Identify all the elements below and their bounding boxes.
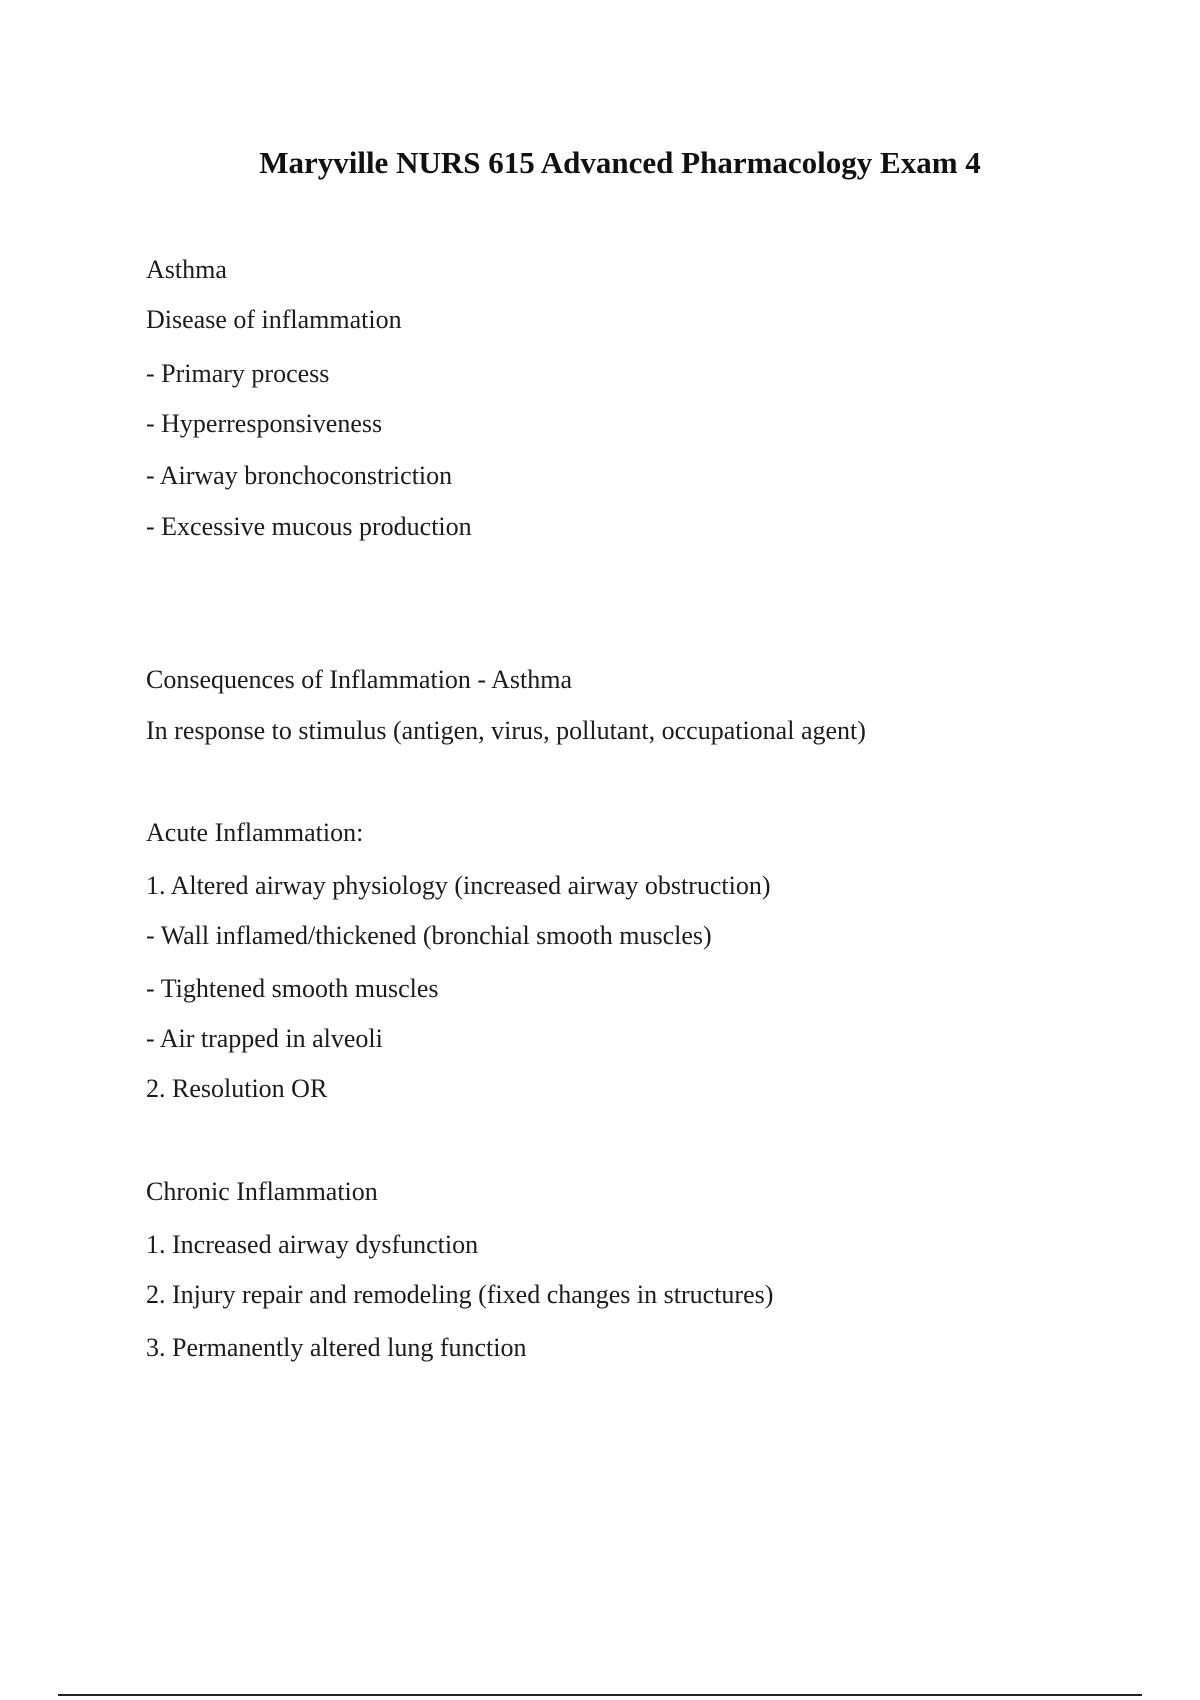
bullet-line: - Wall inflamed/thickened (bronchial smooth muscles): [146, 921, 712, 950]
bullet-line: - Excessive mucous production: [146, 512, 472, 541]
numbered-line: 1. Altered airway physiology (increased airway obstruction): [146, 871, 771, 900]
document-title: Maryville NURS 615 Advanced Pharmacology Exam 4: [259, 145, 981, 180]
section-heading-chronic: Chronic Inflammation: [146, 1177, 378, 1206]
bullet-line: - Primary process: [146, 359, 330, 388]
section-heading-acute: Acute Inflammation:: [146, 818, 364, 847]
numbered-line: 2. Resolution OR: [146, 1074, 328, 1103]
section-heading-consequences: Consequences of Inflammation - Asthma: [146, 665, 573, 694]
text-line: Disease of inflammation: [146, 305, 402, 334]
bullet-line: - Airway bronchoconstriction: [146, 461, 453, 490]
numbered-line: 1. Increased airway dysfunction: [146, 1230, 479, 1259]
footer-divider: [58, 1694, 1142, 1696]
numbered-line: 3. Permanently altered lung function: [146, 1333, 527, 1362]
text-line: In response to stimulus (antigen, virus, pollutant, occupational agent): [146, 716, 866, 745]
numbered-line: 2. Injury repair and remodeling (fixed changes in structures): [146, 1280, 774, 1309]
section-heading-asthma: Asthma: [146, 255, 227, 284]
bullet-line: - Tightened smooth muscles: [146, 974, 439, 1003]
bullet-line: - Air trapped in alveoli: [146, 1024, 383, 1053]
bullet-line: - Hyperresponsiveness: [146, 409, 383, 438]
